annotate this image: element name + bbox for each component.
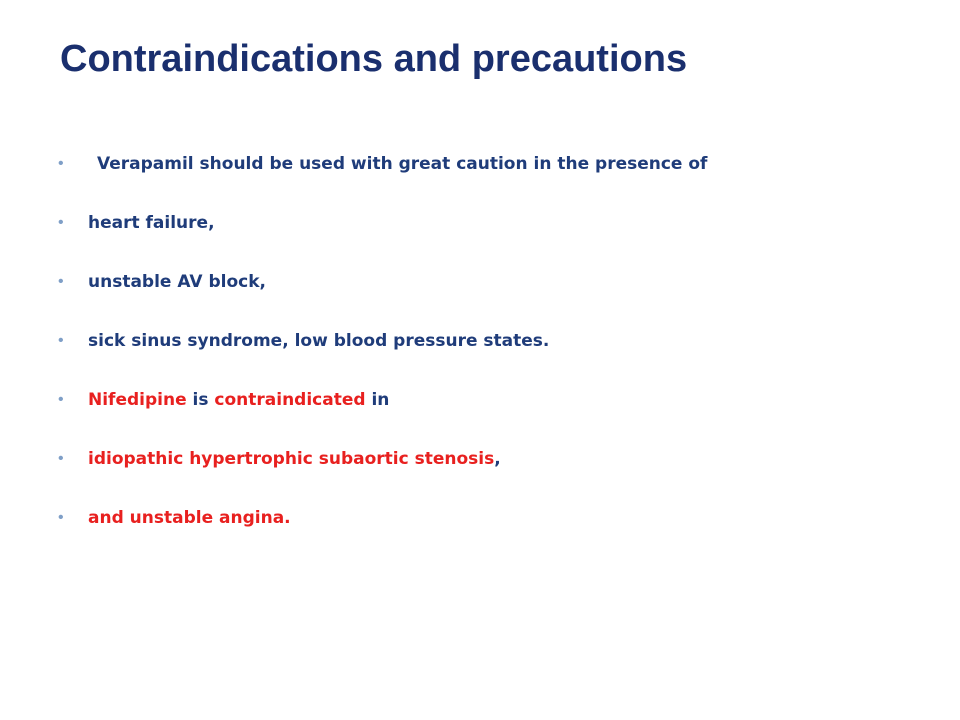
bullet-point-icon: • xyxy=(58,273,64,290)
bullet-text xyxy=(88,372,389,428)
bullet-item xyxy=(0,195,960,254)
slide-title: Contraindications and precautions xyxy=(60,38,688,80)
bullet-point-icon: • xyxy=(58,391,64,408)
body-text: heart failure, xyxy=(88,213,215,233)
body-text: unstable AV block, xyxy=(88,272,266,292)
bullet-item xyxy=(0,254,960,313)
bullet-text xyxy=(88,254,266,310)
bullet-item xyxy=(0,372,960,431)
bullet-point-icon: • xyxy=(58,214,64,231)
bullet-point-icon: • xyxy=(58,450,64,467)
highlighted-text: Nifedipine xyxy=(88,390,187,410)
body-text: Verapamil should be used with great caution in the presence of xyxy=(97,154,708,174)
bullet-item xyxy=(0,313,960,372)
bullet-point-icon: • xyxy=(58,509,64,526)
bullet-text xyxy=(88,431,501,487)
body-text: in xyxy=(365,390,390,410)
bullet-text xyxy=(97,136,707,192)
bullet-text xyxy=(88,490,291,546)
bullet-item xyxy=(0,490,960,549)
bullet-item xyxy=(0,431,960,490)
bullet-item xyxy=(0,136,960,195)
bullet-point-icon: • xyxy=(58,155,64,172)
highlighted-text: idiopathic hypertrophic subaortic stenosis xyxy=(88,449,495,469)
bullet-list xyxy=(0,136,960,549)
highlighted-text: contraindicated xyxy=(214,390,366,410)
body-text: sick sinus syndrome, low blood pressure states. xyxy=(88,331,550,351)
highlighted-text: and unstable angina. xyxy=(88,508,291,528)
body-text: is xyxy=(186,390,215,410)
bullet-point-icon: • xyxy=(58,332,64,349)
bullet-text xyxy=(88,195,215,251)
bullet-text xyxy=(88,313,549,369)
body-text: , xyxy=(494,449,501,469)
